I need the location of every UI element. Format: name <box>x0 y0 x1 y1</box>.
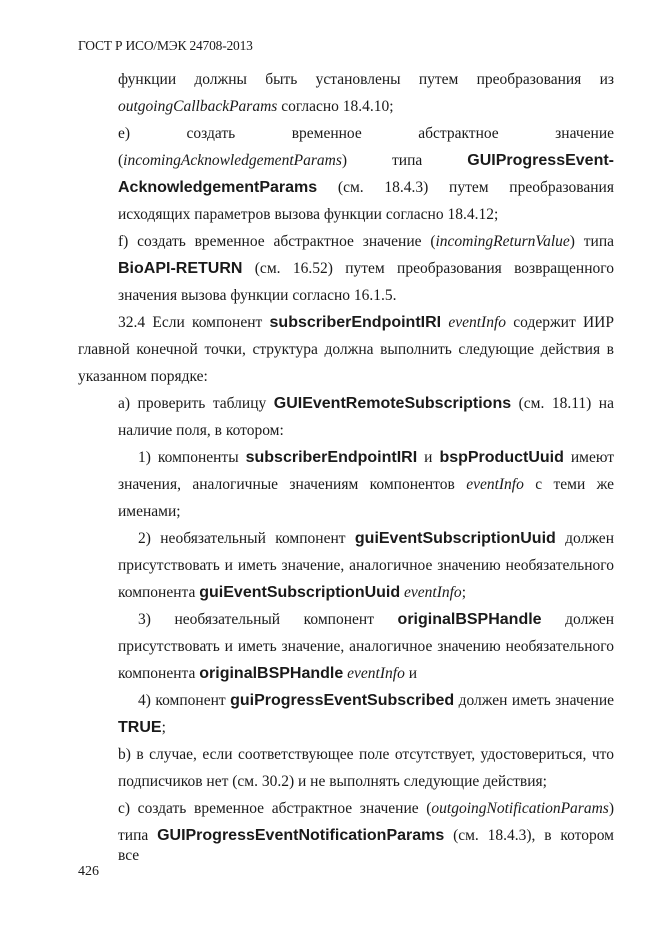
text-run: (см. 18.4.3) путем преобразования <box>317 179 614 196</box>
identifier-bold: subscriberEndpointIRI <box>245 449 418 466</box>
identifier-bold: GUIProgressEventNotificationParams <box>157 827 445 844</box>
text-run: ; <box>461 584 466 601</box>
text-line <box>118 124 614 144</box>
text-line <box>118 772 614 792</box>
text-line <box>118 421 614 441</box>
text-run: должен иметь значение <box>454 692 614 709</box>
text-run: 1) компоненты <box>138 449 246 466</box>
identifier-bold: guiEventSubscriptionUuid <box>354 530 556 547</box>
identifier-bold: GUIEventRemoteSubscriptions <box>273 395 512 412</box>
text-run: ) <box>608 800 614 817</box>
text-run: наличие поля, в котором: <box>118 422 284 439</box>
text-run: 32.4 Если компонент <box>118 314 270 331</box>
page-number: 426 <box>78 864 99 879</box>
text-line <box>138 691 614 711</box>
text-line <box>118 97 614 117</box>
text-run: (см. 16.52) путем преобразования возвращенного <box>242 260 614 277</box>
text-run: (см. 18.4.3), в котором все <box>118 827 614 864</box>
text-line <box>118 151 614 171</box>
text-line <box>118 232 614 252</box>
text-run: должен <box>541 611 614 628</box>
text-run: e) создать временное абстрактное значение <box>118 125 614 142</box>
text-line <box>118 286 614 306</box>
text-run: 2) необязательный компонент <box>138 530 355 547</box>
text-run: f) создать временное абстрактное значение ( <box>118 233 436 250</box>
text-run: согласно 18.4.10; <box>277 98 394 115</box>
text-run: значения вызова функции согласно 16.1.5. <box>118 287 397 304</box>
identifier-bold: bspProductUuid <box>439 449 564 466</box>
text-line <box>118 637 614 657</box>
text-run: и <box>417 449 440 466</box>
text-line <box>118 259 614 279</box>
variable-italic: eventInfo <box>347 665 405 682</box>
text-run: ) типа <box>341 152 468 169</box>
identifier-bold: AcknowledgementParams <box>118 179 318 196</box>
text-line <box>118 556 614 576</box>
text-run: компонента <box>118 584 200 601</box>
text-line <box>138 610 614 630</box>
text-run: 4) компонент <box>138 692 231 709</box>
identifier-bold: GUIProgressEvent- <box>467 152 614 169</box>
text-line <box>78 340 614 360</box>
identifier-bold: subscriberEndpointIRI <box>269 314 442 331</box>
text-run: подписчиков нет (см. 30.2) и не выполнять следующие действия; <box>118 773 547 790</box>
text-line <box>118 664 614 684</box>
text-run: присутствовать и иметь значение, аналогичное значению необязательного <box>118 638 614 655</box>
variable-italic: incomingReturnValue <box>435 233 570 250</box>
text-run: имеют <box>563 449 614 466</box>
text-run: указанном порядке: <box>78 368 208 385</box>
variable-italic: eventInfo <box>448 314 507 331</box>
text-run: c) создать временное абстрактное значение ( <box>118 800 432 817</box>
variable-italic: eventInfo <box>404 584 462 601</box>
text-run: содержит ИИР <box>506 314 614 331</box>
text-run: (см. 18.11) на <box>511 395 614 412</box>
text-line <box>118 745 614 765</box>
text-run: присутствовать и иметь значение, аналогичное значению необязательного <box>118 557 614 574</box>
text-run: a) проверить таблицу <box>118 395 274 412</box>
text-line <box>118 394 614 414</box>
text-line <box>118 799 614 819</box>
identifier-bold: originalBSPHandle <box>199 665 344 682</box>
text-run: исходящих параметров вызова функции согласно 18.4.12; <box>118 206 499 223</box>
text-run: значения, аналогичные значениям компонентов <box>118 476 467 493</box>
text-line <box>138 448 614 468</box>
text-line <box>118 502 614 522</box>
identifier-bold: TRUE <box>118 719 162 736</box>
text-run: именами; <box>118 503 181 520</box>
text-run: должен <box>555 530 614 547</box>
text-run: с теми же <box>523 476 614 493</box>
text-run: компонента <box>118 665 200 682</box>
variable-italic: outgoingCallbackParams <box>118 98 278 115</box>
document-header: ГОСТ Р ИСО/МЭК 24708-2013 <box>78 38 253 53</box>
identifier-bold: guiEventSubscriptionUuid <box>199 584 401 601</box>
text-run: ( <box>118 152 124 169</box>
identifier-bold: BioAPI-RETURN <box>118 260 243 277</box>
text-line <box>118 178 614 198</box>
identifier-bold: guiProgressEventSubscribed <box>230 692 455 709</box>
text-line <box>78 367 614 387</box>
text-line <box>118 583 614 603</box>
identifier-bold: originalBSPHandle <box>397 611 542 628</box>
text-line <box>118 475 614 495</box>
variable-italic: incomingAcknowledgementParams <box>123 152 342 169</box>
text-run: b) в случае, если соответствующее поле отсутствует, удостовериться, что <box>118 746 614 763</box>
text-line <box>118 826 614 866</box>
text-run: 3) необязательный компонент <box>138 611 398 628</box>
text-line <box>118 313 614 333</box>
text-line <box>118 718 614 738</box>
text-run: главной конечной точки, структура должна выполнить следующие действия в <box>78 341 614 358</box>
text-run: ) типа <box>569 233 615 250</box>
text-run: и <box>404 665 417 682</box>
text-run: функции должны быть установлены путем преобразования из <box>118 71 614 88</box>
variable-italic: outgoingNotificationParams <box>431 800 609 817</box>
text-line <box>118 70 614 90</box>
text-line <box>138 529 614 549</box>
text-line <box>118 205 614 225</box>
variable-italic: eventInfo <box>466 476 524 493</box>
text-run: ; <box>161 719 166 736</box>
text-run: типа <box>118 827 158 844</box>
